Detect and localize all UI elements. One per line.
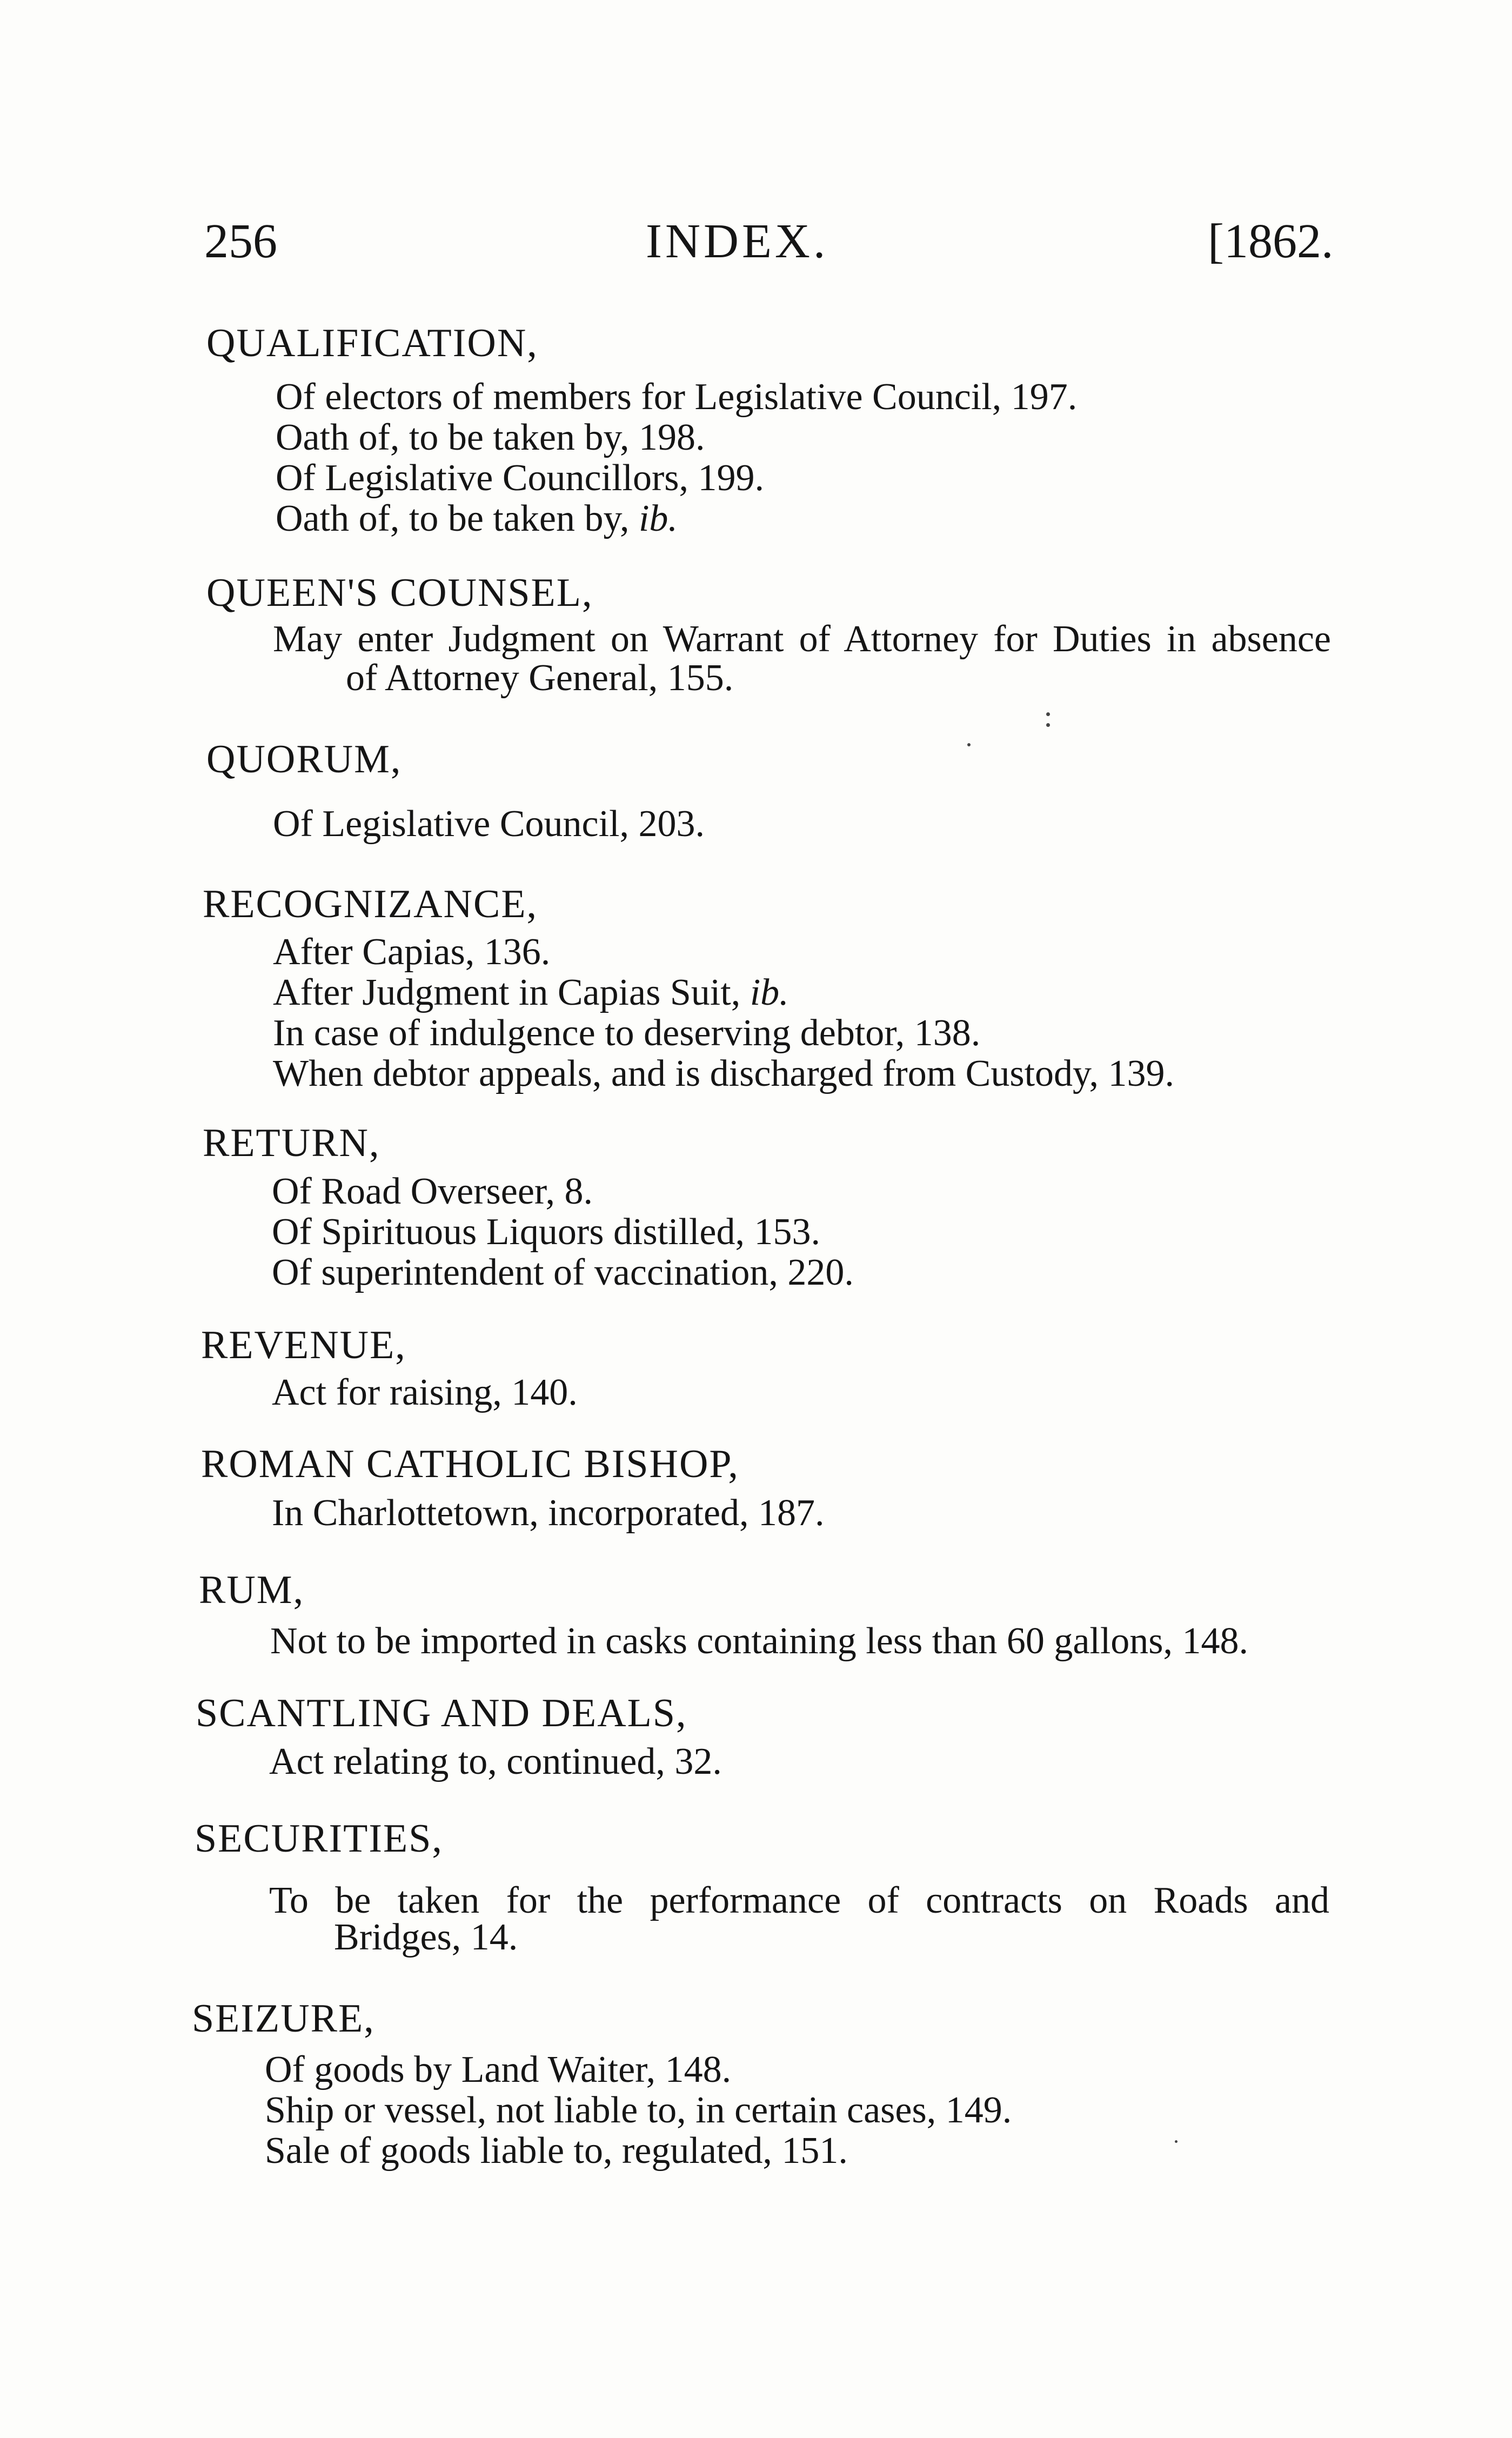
entry-heading: QUALIFICATION, <box>206 321 538 365</box>
entry-line: Of goods by Land Waiter, 148. <box>265 2049 732 2090</box>
ibid-abbrev: ib. <box>750 972 789 1013</box>
entry-line: Act for raising, 140. <box>272 1372 578 1413</box>
entry-line: In case of indulgence to deserving debtor, 138. <box>273 1012 981 1054</box>
entry-line: May enter Judgment on Warrant of Attorney for Duties in absence <box>273 618 1331 660</box>
entry-line: After Judgment in Capias Suit, ib. <box>273 972 789 1013</box>
scan-speck <box>1046 723 1050 727</box>
scan-speck <box>967 743 971 746</box>
entry-line: Ship or vessel, not liable to, in certain cases, 149. <box>265 2089 1012 2131</box>
entry-line: Not to be imported in casks containing less than 60 gallons, 148. <box>270 1620 1249 1662</box>
entry-heading: ROMAN CATHOLIC BISHOP, <box>201 1442 739 1486</box>
ibid-abbrev: ib. <box>638 498 678 539</box>
entry-heading: SECURITIES, <box>195 1816 443 1861</box>
entry-line: To be taken for the performance of contracts on Roads and <box>269 1880 1329 1921</box>
entry-line: Act relating to, continued, 32. <box>269 1741 722 1782</box>
scan-speck <box>1046 712 1050 716</box>
entry-line-continued: of Attorney General, 155. <box>346 657 734 699</box>
entry-line: When debtor appeals, and is discharged from Custody, 139. <box>273 1053 1174 1094</box>
page-number: 256 <box>204 215 277 268</box>
entry-heading: SCANTLING AND DEALS, <box>196 1691 687 1735</box>
entry-line: Of superintendent of vaccination, 220. <box>272 1252 854 1293</box>
entry-line: Oath of, to be taken by, ib. <box>276 498 678 539</box>
scan-speck <box>1175 2140 1178 2143</box>
entry-line: Of electors of members for Legislative Council, 197. <box>276 376 1078 418</box>
entry-line-continued: Bridges, 14. <box>334 1916 518 1958</box>
entry-line: Of Legislative Council, 203. <box>273 803 705 845</box>
entry-line: Of Legislative Councillors, 199. <box>276 457 765 499</box>
entry-line: In Charlottetown, incorporated, 187. <box>272 1492 825 1534</box>
entry-heading: RUM, <box>199 1568 305 1612</box>
page-title: INDEX. <box>646 215 829 268</box>
entry-heading: REVENUE, <box>201 1323 406 1367</box>
entry-line: Oath of, to be taken by, 198. <box>276 417 705 458</box>
entry-line: Sale of goods liable to, regulated, 151. <box>265 2130 848 2172</box>
page-year: [1862. <box>1208 215 1334 268</box>
entry-line: Of Road Overseer, 8. <box>272 1171 593 1212</box>
entry-heading: QUEEN'S COUNSEL, <box>206 571 593 615</box>
entry-heading: SEIZURE, <box>192 1996 375 2041</box>
entry-line: After Capias, 136. <box>273 931 551 973</box>
entry-line: Of Spirituous Liquors distilled, 153. <box>272 1211 820 1253</box>
entry-heading: RECOGNIZANCE, <box>203 882 538 926</box>
entry-heading: QUORUM, <box>206 737 402 782</box>
entry-heading: RETURN, <box>203 1121 380 1165</box>
